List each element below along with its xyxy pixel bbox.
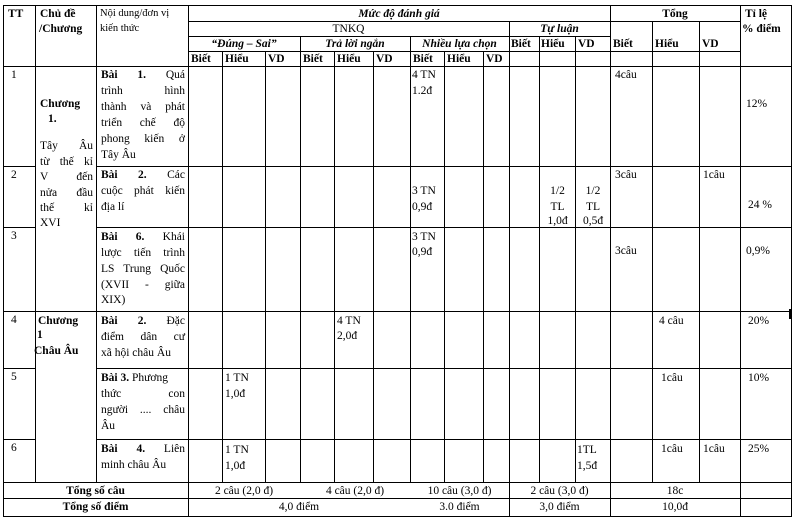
header-ds-vd: VD <box>268 53 285 65</box>
lesson-title: Bài 3. <box>101 372 130 384</box>
tong-vd-row-2: 1câu <box>703 169 725 181</box>
lesson-line: Tây Âu <box>101 149 136 161</box>
row-4-tt: 4 <box>11 314 17 326</box>
cell-value: 0,9đ <box>412 201 433 213</box>
lesson-title: Bài 6. <box>101 231 145 243</box>
header-muc-do: Mức độ đánh giá <box>358 8 440 20</box>
header-chuong: /Chương <box>39 23 83 35</box>
cell-value: 4 TN <box>412 69 436 81</box>
tong-biet-row-2: 3câu <box>615 169 637 181</box>
tong-so-diem-label: Tổng số điểm <box>62 501 129 513</box>
lesson-text: Liên <box>163 443 185 455</box>
lesson-line: người .... châu <box>101 404 185 416</box>
chapter-1-sub-5: thế kỉ <box>40 202 93 214</box>
lesson-title: Bài 1. <box>101 69 147 81</box>
header-nlc-vd: VD <box>486 53 503 65</box>
header-tu-luan: Tự luận <box>540 23 579 35</box>
header-ds-biet: Biết <box>191 53 211 65</box>
cell-value: TL <box>585 201 601 213</box>
assessment-matrix-table <box>3 5 792 517</box>
tong-biet-row-3: 3câu <box>615 245 637 257</box>
header-dung-sai: “Đúng – Sai” <box>211 38 277 50</box>
chapter-1-number: 1. <box>48 113 57 125</box>
cell-value: TL <box>550 201 565 213</box>
chapter-2-number: 1 <box>37 329 43 341</box>
lesson-line: Âu <box>101 420 116 432</box>
tong-so-cau-nlc: 10 câu (3,0 đ) <box>427 485 492 497</box>
cell-value: 3 TN <box>412 185 436 197</box>
tong-so-cau-ds: 2 câu (2,0 đ) <box>214 485 274 497</box>
header-tln-biet: Biết <box>303 53 323 65</box>
header-chu-de: Chủ đề <box>40 8 76 20</box>
ti-le-row-3: 0,9% <box>746 245 770 257</box>
header-nlc-hieu: Hiểu <box>447 53 471 65</box>
header-tl-biet: Biết <box>511 38 531 50</box>
ti-le-row-6: 25% <box>748 443 770 455</box>
lesson-line <box>101 370 168 386</box>
header-ti-le: Tỉ lệ <box>745 8 768 20</box>
lesson-line <box>101 229 185 245</box>
row-5-tt: 5 <box>11 371 17 383</box>
cell-value: 1/2 <box>550 185 565 197</box>
header-nhieu-lua-chon: Nhiều lựa chọn <box>422 38 497 50</box>
lesson-line: xã hội châu Âu <box>101 347 171 359</box>
chapter-1-sub-2: từ thế kỉ <box>40 156 93 168</box>
tong-hieu-row-6: 1câu <box>661 443 683 455</box>
header-tln-vd: VD <box>376 53 393 65</box>
chapter-1-sub-6: XVI <box>40 217 61 229</box>
header-tong-vd: VD <box>702 38 719 50</box>
lesson-line: minh châu Âu <box>101 459 167 471</box>
tong-so-diem-tl: 3,0 điểm <box>539 501 580 513</box>
cell-value: 1,0đ <box>225 460 246 472</box>
tong-so-cau-tl: 2 câu (3,0 đ) <box>530 485 589 497</box>
lesson-line <box>101 313 185 329</box>
header-tl-hieu: Hiểu <box>541 38 565 50</box>
header-ds-hieu: Hiểu <box>225 53 249 65</box>
cell-value: 3 TN <box>412 231 436 243</box>
header-tong: Tổng <box>662 8 688 20</box>
lesson-line <box>101 167 185 183</box>
lesson-line: địa lí <box>101 201 125 213</box>
lesson-title: Bài 4. <box>101 443 146 455</box>
chapter-1-sub-4: nửa đầu <box>40 187 93 199</box>
tong-hieu-row-5: 1câu <box>661 372 683 384</box>
header-tnkq: TNKQ <box>332 23 365 35</box>
lesson-line: trình hình <box>101 85 185 97</box>
cell-value: 2,0đ <box>337 330 358 342</box>
lesson-text: Các <box>167 169 185 181</box>
cell-value: 0,5đ <box>582 215 604 227</box>
tong-hieu-row-4: 4 câu <box>659 315 684 327</box>
tong-so-cau-tln: 4 câu (2,0 đ) <box>325 485 385 497</box>
cell-value: 1,0đ <box>225 388 246 400</box>
chapter-2-sub: Châu Âu <box>34 345 79 357</box>
cell-value: 0,9đ <box>412 246 433 258</box>
lesson-title: Bài 2. <box>101 315 147 327</box>
header-tong-hieu: Hiểu <box>655 38 679 50</box>
lesson-line: XIX) <box>101 294 126 306</box>
cell-value: 1 TN <box>225 372 249 384</box>
cell-value: 4 TN <box>337 315 361 327</box>
lesson-line <box>101 441 185 457</box>
row-3-tt: 3 <box>11 230 17 242</box>
tong-biet-row-1: 4câu <box>615 69 637 81</box>
header-phan-tram-diem: % điểm <box>742 23 781 35</box>
text-cursor <box>789 309 791 319</box>
lesson-line: điểm dân cư <box>101 331 185 343</box>
header-tt: TT <box>8 8 24 20</box>
chapter-1-sub-1: Tây Âu <box>40 140 93 152</box>
tong-vd-row-6: 1câu <box>703 443 725 455</box>
header-noi-dung: Nội dung/đơn vị <box>100 8 170 19</box>
lesson-title: Bài 2. <box>101 169 147 181</box>
lesson-text: Phương <box>132 372 168 384</box>
lesson-line: (XVII - giữa <box>101 279 185 291</box>
chapter-1-title: Chương <box>40 98 81 110</box>
chapter-1-sub-3: V đến <box>40 171 93 183</box>
lesson-text: Khái <box>162 231 185 243</box>
tong-so-diem-tnkq-ds-tln: 4,0 điểm <box>278 501 320 513</box>
header-nlc-biet: Biết <box>413 53 433 65</box>
cell-value: 1/2 <box>585 185 601 197</box>
lesson-line: thức con <box>101 388 185 400</box>
ti-le-row-2: 24 % <box>748 199 772 211</box>
ti-le-row-4: 20% <box>748 315 770 327</box>
lesson-line <box>101 67 185 83</box>
row-1-tt: 1 <box>11 69 17 81</box>
lesson-line: triển chế độ <box>101 117 185 129</box>
lesson-text: Quá <box>165 69 185 81</box>
lesson-line: lược tiến trình <box>101 247 185 259</box>
cell-value: 1 TN <box>225 444 249 456</box>
ti-le-row-1: 12% <box>746 98 768 110</box>
row-2-tt: 2 <box>11 169 17 181</box>
header-kien-thuc: kiến thức <box>100 23 140 34</box>
tong-so-diem-nlc: 3.0 điểm <box>439 501 480 513</box>
tong-so-cau-tong: 18c <box>666 485 684 497</box>
lesson-line: thành và phát <box>101 101 185 113</box>
cell-value: 1.2đ <box>412 85 433 97</box>
header-tra-loi-ngan: Trả lời ngắn <box>325 38 385 50</box>
lesson-text: Đặc <box>166 315 185 327</box>
row-6-tt: 6 <box>11 442 17 454</box>
lesson-line: cuộc phát kiến <box>101 185 185 197</box>
cell-value: 1TL <box>577 444 597 456</box>
header-tl-vd: VD <box>578 38 595 50</box>
tong-so-cau-label: Tổng số câu <box>66 485 125 497</box>
lesson-line: phong kiến ở <box>101 133 185 145</box>
cell-value: 1,5đ <box>577 460 598 472</box>
header-tln-hieu: Hiểu <box>337 53 361 65</box>
cell-value: 1,0đ <box>547 215 568 227</box>
chapter-2-title: Chương <box>38 315 79 327</box>
ti-le-row-5: 10% <box>748 372 770 384</box>
header-tong-biet: Biết <box>613 38 633 50</box>
lesson-line: LS Trung Quốc <box>101 263 185 275</box>
tong-so-diem-tong: 10,0đ <box>662 501 688 513</box>
